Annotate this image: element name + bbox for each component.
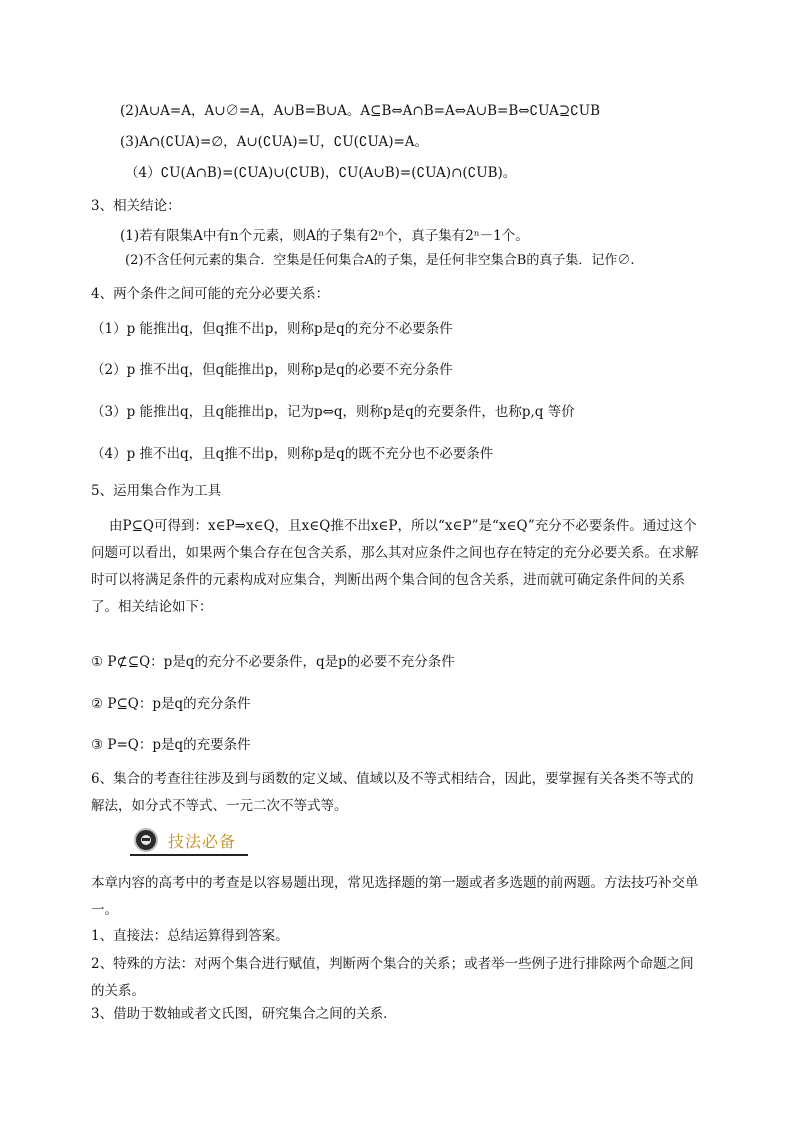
section-4-item: （1）p 能推出q，但q推不出p，则称p是q的充分不必要条件 xyxy=(91,321,453,337)
section-3-item-2: (2)不含任何元素的集合．空集是任何集合A的子集，是任何非空集合B的真子集．记作∅. xyxy=(125,253,635,268)
formula-3: (3)A∩(∁UA)=∅，A∪(∁UA)=U，∁U(∁UA)=A。 xyxy=(120,134,429,150)
skills-heading-text: 技法必备 xyxy=(168,832,237,851)
section-4-item: （3）p 能推出q，且q能推出p，记为p⇔q，则称p是q的充要条件，也称p,q 等价 xyxy=(91,404,575,420)
skills-item: 3、借助于数轴或者文氏图，研究集合之间的关系． xyxy=(91,1006,397,1022)
section-4-item: （4）p 推不出q，且q推不出p，则称p是q的既不充分也不必要条件 xyxy=(91,446,494,462)
section-6-text: 6、集合的考查往往涉及到与函数的定义域、值域以及不等式相结合，因此，要掌握有关各类不等式的解法，如分式不等式、一元二次不等式等。 xyxy=(91,771,694,814)
skills-heading xyxy=(130,826,248,856)
heading-underline xyxy=(130,854,248,856)
section-5-item: ② P⊆Q：p是q的充分条件 xyxy=(91,696,251,712)
section-4-item: （2）p 推不出q，但q能推出p，则称p是q的必要不充分条件 xyxy=(91,362,453,378)
formula-2: (2)A∪A=A，A∪∅=A，A∪B=B∪A。A⊆B⇔A∩B=A⇔A∪B=B⇔∁UA⊇∁UB xyxy=(120,103,601,119)
section-4-title: 4、两个条件之间可能的充分必要关系： xyxy=(91,286,330,302)
skills-item: 2、特殊的方法：对两个集合进行赋值，判断两个集合的关系；或者举一些例子进行排除两个命题之间的关系。 xyxy=(91,956,694,999)
section-5-item: ① P⊄⊆Q：p是q的充分不必要条件，q是p的必要不充分条件 xyxy=(91,654,455,670)
section-badge-icon xyxy=(136,830,156,850)
section-5-paragraph: 由P⊆Q可得到：x∈P⇒x∈Q，且x∈Q推不出x∈P，所以“x∈P”是“x∈Q”充分不必要条件。通过这个问题可以看出，如果两个集合存在包含关系，那么其对应条件之间也存在特定的充分必要关系。在求解时可以将满足条件的元素构成对应集合，判断出两个集合间的包含关系，进而就可确定条件间的关系了。相关结论如下： xyxy=(91,518,699,615)
section-5-item: ③ P=Q：p是q的充要条件 xyxy=(91,737,251,753)
skills-intro: 本章内容的高考中的考查是以容易题出现，常见选择题的第一题或者多选题的前两题。方法技巧补交单一。 xyxy=(91,875,699,918)
skills-item: 1、直接法：总结运算得到答案。 xyxy=(91,928,289,944)
section-5-title: 5、运用集合作为工具 xyxy=(91,483,222,499)
formula-4: （4）∁U(A∩B)=(∁UA)∪(∁UB)，∁U(A∪B)=(∁UA)∩(∁UB)。 xyxy=(125,165,517,181)
section-3-item-1: (1)若有限集A中有n个元素，则A的子集有2ⁿ个，真子集有2ⁿ－1个。 xyxy=(120,228,529,244)
section-3-title: 3、相关结论： xyxy=(91,198,181,214)
